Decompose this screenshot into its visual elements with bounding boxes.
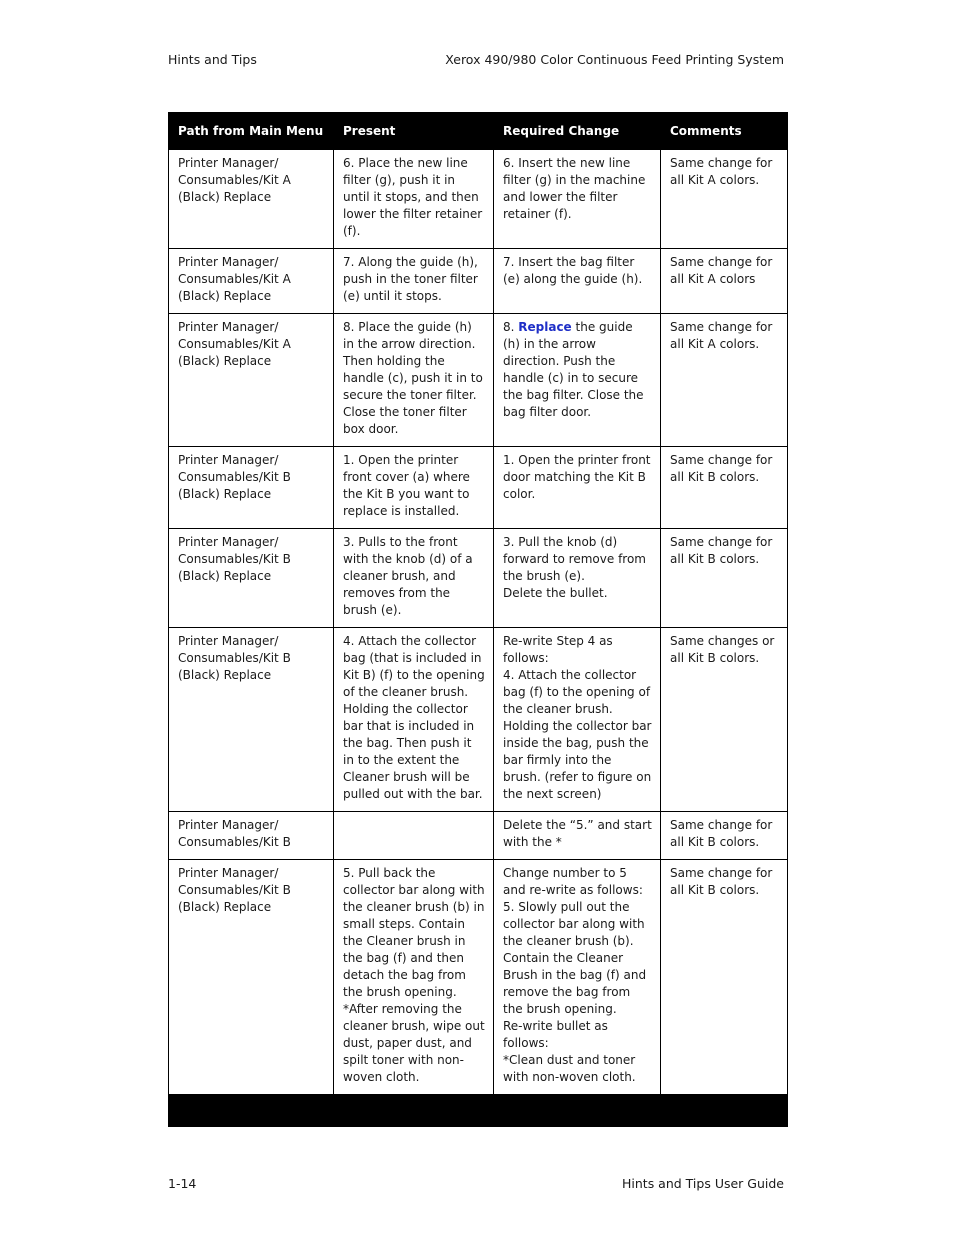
cell-comments: Same change for all Kit B colors. <box>661 860 788 1095</box>
running-header-title: Xerox 490/980 Color Continuous Feed Printing System <box>445 52 784 67</box>
cell-comments: Same change for all Kit A colors. <box>661 150 788 249</box>
running-footer-title: Hints and Tips User Guide <box>622 1176 784 1191</box>
cell-path: Printer Manager/ Consumables/Kit B (Black) Replace <box>169 529 334 628</box>
table-row <box>169 314 788 447</box>
cell-comments: Same change for all Kit A colors <box>661 249 788 314</box>
cell-present <box>334 812 494 860</box>
cell-comments: Same change for all Kit B colors. <box>661 529 788 628</box>
change-table <box>168 112 788 1127</box>
cell-path: Printer Manager/ Consumables/Kit A (Black) Replace <box>169 150 334 249</box>
cell-comments: Same change for all Kit B colors. <box>661 447 788 529</box>
running-header-section: Hints and Tips <box>168 52 257 67</box>
cell-present: 1. Open the printer front cover (a) where the Kit B you want to replace is installed. <box>334 447 494 529</box>
table-row <box>169 249 788 314</box>
required-change-suffix: the guide (h) in the arrow direction. Push the handle (c) in to secure the bag filter. Close the bag filter door. <box>503 320 644 419</box>
table-header-row <box>169 113 788 150</box>
column-header-path: Path from Main Menu <box>169 113 334 150</box>
column-header-present: Present <box>334 113 494 150</box>
table-row <box>169 812 788 860</box>
cell-required-change: Change number to 5 and re-write as follows: 5. Slowly pull out the collector bar along with the cleaner brush (b). Contain the Cleaner Brush in the bag (f) and remove the bag from the brush opening. Re-write bullet as follows: *Clean dust and toner with non-woven cloth. <box>494 860 661 1095</box>
cell-present: 8. Place the guide (h) in the arrow direction. Then holding the handle (c), push it in to secure the toner filter. Close the toner filter box door. <box>334 314 494 447</box>
replace-link[interactable]: Replace <box>518 320 572 334</box>
cell-comments: Same changes or all Kit B colors. <box>661 628 788 812</box>
cell-required-change: Re-write Step 4 as follows: 4. Attach the collector bag (f) to the opening of the cleaner brush. Holding the collector bar inside the bag, push the bar firmly into the brush. (refer to figure on the next screen) <box>494 628 661 812</box>
page-number: 1-14 <box>168 1176 197 1191</box>
cell-present: 7. Along the guide (h), push in the toner filter (e) until it stops. <box>334 249 494 314</box>
cell-required-change: 6. Insert the new line filter (g) in the machine and lower the filter retainer (f). <box>494 150 661 249</box>
required-change-prefix: 8. <box>503 320 519 334</box>
cell-required-change: 3. Pull the knob (d) forward to remove from the brush (e). Delete the bullet. <box>494 529 661 628</box>
cell-present: 5. Pull back the collector bar along with the cleaner brush (b) in small steps. Contain the Cleaner brush in the bag (f) and then detach the bag from the brush opening. *After removing the cleaner brush, wipe out dust, paper dust, and spilt toner with non-woven cloth. <box>334 860 494 1095</box>
column-header-comments: Comments <box>661 113 788 150</box>
cell-present: 4. Attach the collector bag (that is included in Kit B) (f) to the opening of the cleaner brush. Holding the collector bar that is included in the bag. Then push it in to the extent the Cleaner brush will be pulled out with the bar. <box>334 628 494 812</box>
cell-comments: Same change for all Kit A colors. <box>661 314 788 447</box>
table-row <box>169 860 788 1095</box>
cell-present: 3. Pulls to the front with the knob (d) of a cleaner brush, and removes from the brush (e). <box>334 529 494 628</box>
table-row <box>169 150 788 249</box>
cell-path: Printer Manager/ Consumables/Kit A (Black) Replace <box>169 249 334 314</box>
cell-present: 6. Place the new line filter (g), push it in until it stops, and then lower the filter retainer (f). <box>334 150 494 249</box>
cell-required-change: 1. Open the printer front door matching the Kit B color. <box>494 447 661 529</box>
cell-path: Printer Manager/ Consumables/Kit B (Black) Replace <box>169 628 334 812</box>
table-row <box>169 529 788 628</box>
cell-required-change <box>494 314 661 447</box>
cell-path: Printer Manager/ Consumables/Kit B <box>169 812 334 860</box>
table-footer-bar <box>169 1095 788 1127</box>
table-footer-band <box>169 1095 788 1127</box>
table-row <box>169 447 788 529</box>
cell-path: Printer Manager/ Consumables/Kit B (Black) Replace <box>169 447 334 529</box>
cell-path: Printer Manager/ Consumables/Kit B (Black) Replace <box>169 860 334 1095</box>
cell-required-change: 7. Insert the bag filter (e) along the guide (h). <box>494 249 661 314</box>
column-header-required-change: Required Change <box>494 113 661 150</box>
table-row <box>169 628 788 812</box>
cell-required-change: Delete the “5.” and start with the * <box>494 812 661 860</box>
cell-path: Printer Manager/ Consumables/Kit A (Black) Replace <box>169 314 334 447</box>
cell-comments: Same change for all Kit B colors. <box>661 812 788 860</box>
